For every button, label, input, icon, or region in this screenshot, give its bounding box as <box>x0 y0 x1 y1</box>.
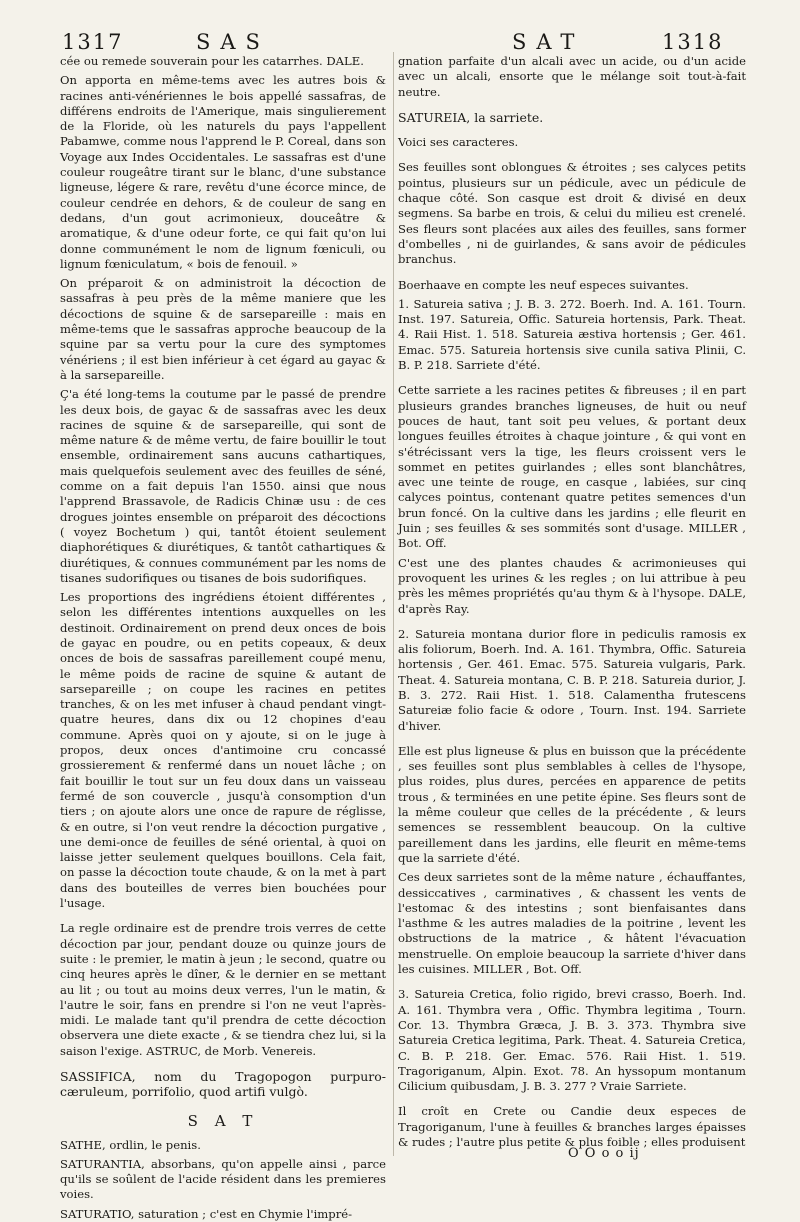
entry-sassifica: SASSIFICA, nom du Tragopogon purpuro-cæruleum, porrifolio, quod artifi vulgò. <box>60 1069 386 1100</box>
signature-mark: O O o o ij <box>568 1146 640 1161</box>
paragraph: Cette sarriete a les racines petites & fibreuses ; il en part plusieurs grandes branches ligneuses, de huit ou neuf pouces de haut, tant soit peu velues, & portant deux longues feuilles étroites à chaque jointure , & qui vont en s'étrécissant vers la tige, les fleurs croissent vers le sommet en petites guirlandes ; elles sont blanchâtres, avec une teinte de rouge, en casque , labiées, sur cinq calyces pointus, contenant quatre petites semences d'un brun foncé. On la cultive dans les jardins ; elle fleurit en Juin ; ses feuilles & ses sommités sont d'usage. MILLER , Bot. Off. <box>398 383 746 551</box>
paragraph: Ses feuilles sont oblongues & étroites ; ses calyces petits pointus, plusieurs sur un pédicule, avec un pédicule de chaque côté. Son casque est droit & divisé en deux segmens. Sa barbe en trois, & celui du milieu est crenelé. Ses fleurs sont placées aux ailes des feuilles, sans former d'ombelles , ni de guirlandes, & sans avoir de pédicules branchus. <box>398 160 746 267</box>
running-head-right: SAT <box>512 30 585 54</box>
paragraph: Voici ses caracteres. <box>398 135 519 150</box>
running-head-left: SAS <box>196 30 270 54</box>
entry-saturantia: SATURANTIA, absorbans, qu'on appelle ainsi , parce qu'ils se soûlent de l'acide résident dans les premieres voies. <box>60 1156 386 1202</box>
paragraph: C'est une des plantes chaudes & acrimonieuses qui provoquent les urines & les regles ; on lui attribue à peu près les mêmes propriétés qu'au thym & à l'hysope. DALE, d'après Ray. <box>398 555 746 616</box>
species-2: 2. Satureia montana durior flore in pediculis ramosis ex alis foliorum, Boerh. Ind. A. 161. Thymbra, Offic. Satureia hortensis , Ger. 461. Emac. 575. Satureia vulgaris, Park. Theat. 4. Satureia montana, C. B. P. 218. Satureia durior, J. B. 3. 272. Raii Hist. 1. 518. Calamentha frutescens Satureiæ folio facie & odore , Tourn. Inst. 194. Sarriete d'hiver. <box>398 626 746 733</box>
species-3: 3. Satureia Cretica, folio rigido, brevi crasso, Boerh. Ind. A. 161. Thymbra vera , Offic. Thymbra legitima , Tourn. Cor. 13. Thymbra Græca, J. B. 3. 373. Thymbra sive Satureia Cretica legitima, Park. Theat. 4. Satureia Cretica, C. B. P. 218. Ger. Emac. 576. Raii Hist. 1. 519. Tragoriganum, Alpin. Exot. 78. An hyssopum montanum Cilicium quibusdam, J. B. 3. 277 ? Vraie Sarriete. <box>398 987 746 1094</box>
page-number-left: 1317 <box>62 30 124 54</box>
entry-satureia: SATUREIA, la sarriete. <box>398 109 544 125</box>
paragraph: Il croît en Crete ou Candie deux especes de Tragoriganum, l'une à feuilles & branches larges épaisses & rudes ; l'autre plus petite & plus foible ; elles produisent <box>398 1104 746 1149</box>
paragraph: Boerhaave en compte les neuf especes suivantes. <box>398 277 689 292</box>
right-column <box>398 54 746 1158</box>
paragraph: Elle est plus ligneuse & plus en buisson que la précédente , ses feuilles sont plus semblables à celles de l'hysope, plus roides, plus dures, percées en apparence de petits trous , & terminées en une petite épine. Ses fleurs sont de la même couleur que celles de la précédente , & leurs semences se ressemblent beaucoup. On la cultive pareillement dans les jardins, elle fleurit en même-tems que la sarriete d'été. <box>398 743 746 865</box>
paragraph: Ç'a été long-tems la coutume par le passé de prendre les deux bois, de gayac & de sassafras avec les deux racines de squine & de sarsepareille, qui sont de même nature & de même vertu, de faire bouillir le tout ensemble, ordinairement sans aucuns cathartiques, mais quelquefois seulement avec des feuilles de séné, comme on a fait depuis l'an 1550. ainsi que nous l'apprend Brassavole, de Radicis Chinæ usu : de ces drogues jointes ensemble on préparoit des décoctions ( voyez Bochetum ) qui, tantôt étoient seulement diaphorétiques & diurétiques, & tantôt cathartiques & diurétiques, & connues communément par les noms de tisanes sudorifiques ou tisanes de bois sudorifiques. <box>60 387 386 585</box>
left-column <box>60 54 387 1221</box>
paragraph: cée ou remede souverain pour les catarrhes. DALE. <box>60 54 364 68</box>
entry-sathe: SATHE, ordlin, le penis. <box>60 1137 201 1152</box>
paragraph: On préparoit & on administroit la décoction de sassafras à peu près de la même maniere que les décoctions de squine & de sarsepareille : mais en même-tems que le sassafras approche beaucoup de la squine par sa vertu pour la cure des symptomes vénériens ; il est bien inférieur à cet égard au gayac & à la sarsepareille. <box>60 276 386 382</box>
page-number-right: 1318 <box>662 30 724 54</box>
entry-saturatio: SATURATIO, saturation ; c'est en Chymie l'impré- <box>60 1206 353 1221</box>
paragraph: Ces deux sarrietes sont de la même nature , échauffantes, dessiccatives , carminatives , & chassent les vents de l'estomac & des intestins ; sont bienfaisantes dans l'asthme & les autres maladies de la poitrine , levent les obstructions de la matrice , & hâtent l'évacuation menstruelle. On emploie beaucoup la sarriete d'hiver dans les cuisines. MILLER , Bot. Off. <box>398 870 746 977</box>
paragraph: On apporta en même-tems avec les autres bois & racines anti-vénériennes le bois appellé sassafras, de différens endroits de l'Amerique, mais singulierement de la Floride, où les naturels du pays l'appellent Pabamwe, comme nous l'apprend le P. Coreal, dans son Voyage aux Indes Occidentales. Le sassafras est d'une couleur rougeâtre tirant sur le blanc, d'une substance ligneuse, légere & rare, revêtu d'une écorce mince, de couleur cendrée en dehors, & de couleur de sang en dedans, d'un gout acrimonieux, douceâtre & aromatique, & d'une odeur forte, ce qui fait qu'on lui donne communément le nom de lignum fœniculi, ou lignum fœniculatum, « bois de fenouil. » <box>60 73 387 271</box>
column-divider <box>393 52 394 1156</box>
paragraph: Les proportions des ingrédiens étoient différentes , selon les différentes intentions auxquelles on les destinoit. Ordinairement on prend deux onces de bois de gayac en poudre, ou en petits copeaux, & deux onces de bois de sassafras pareillement coupé menu, le même poids de racine de squine & autant de sarsepareille ; on coupe les racines en petites tranches, & on les met infuser à chaud pendant vingt-quatre heures, dans dix ou 12 chopines d'eau commune. Après quoi on y ajoute, si on le juge à propos, deux onces d'antimoine cru concassé grossierement & renfermé dans un nouet lâche ; on fait bouillir le tout sur un feu doux dans un vaisseau fermé de son couvercle , jusqu'à consomption d'un tiers ; on ajoute alors une once de rapure de réglisse, & en outre, si l'on veut rendre la décoction purgative , une demi-once de feuilles de séné oriental, à quoi on laisse jetter seulement quelques bouillons. Cela fait, on passe la décoction toute chaude, & on la met à part dans des bouteilles de verres bien bouchées pour l'usage. <box>60 590 386 911</box>
paragraph: gnation parfaite d'un alcali avec un acide, ou d'un acide avec un alcali, ensorte que le mélange soit tout-à-fait neutre. <box>398 54 746 99</box>
paragraph: La regle ordinaire est de prendre trois verres de cette décoction par jour, pendant douze ou quinze jours de suite : le premier, le matin à jeun ; le second, quatre ou cinq heures après le dîner, & le dernier en se mettant au lit ; ou tout au moins deux verres, l'un le matin, & l'autre le soir, fans en prendre si l'on ne veut l'après-midi. Le malade tant qu'il prendra de cette décoction observera une diete exacte , & se tiendra chez lui, si la saison l'exige. ASTRUC, de Morb. Venereis. <box>60 921 386 1058</box>
section-heading: S A T <box>187 1111 259 1130</box>
species-1: 1. Satureia sativa ; J. B. 3. 272. Boerh. Ind. A. 161. Tourn. Inst. 197. Satureia, Offic. Satureia hortensis, Park. Theat. 4. Raii Hist. 1. 518. Satureia æstiva hortensis ; Ger. 461. Emac. 575. Satureia hortensis sive cunila sativa Plinii, C. B. P. 218. Sarriete d'été. <box>398 296 746 373</box>
